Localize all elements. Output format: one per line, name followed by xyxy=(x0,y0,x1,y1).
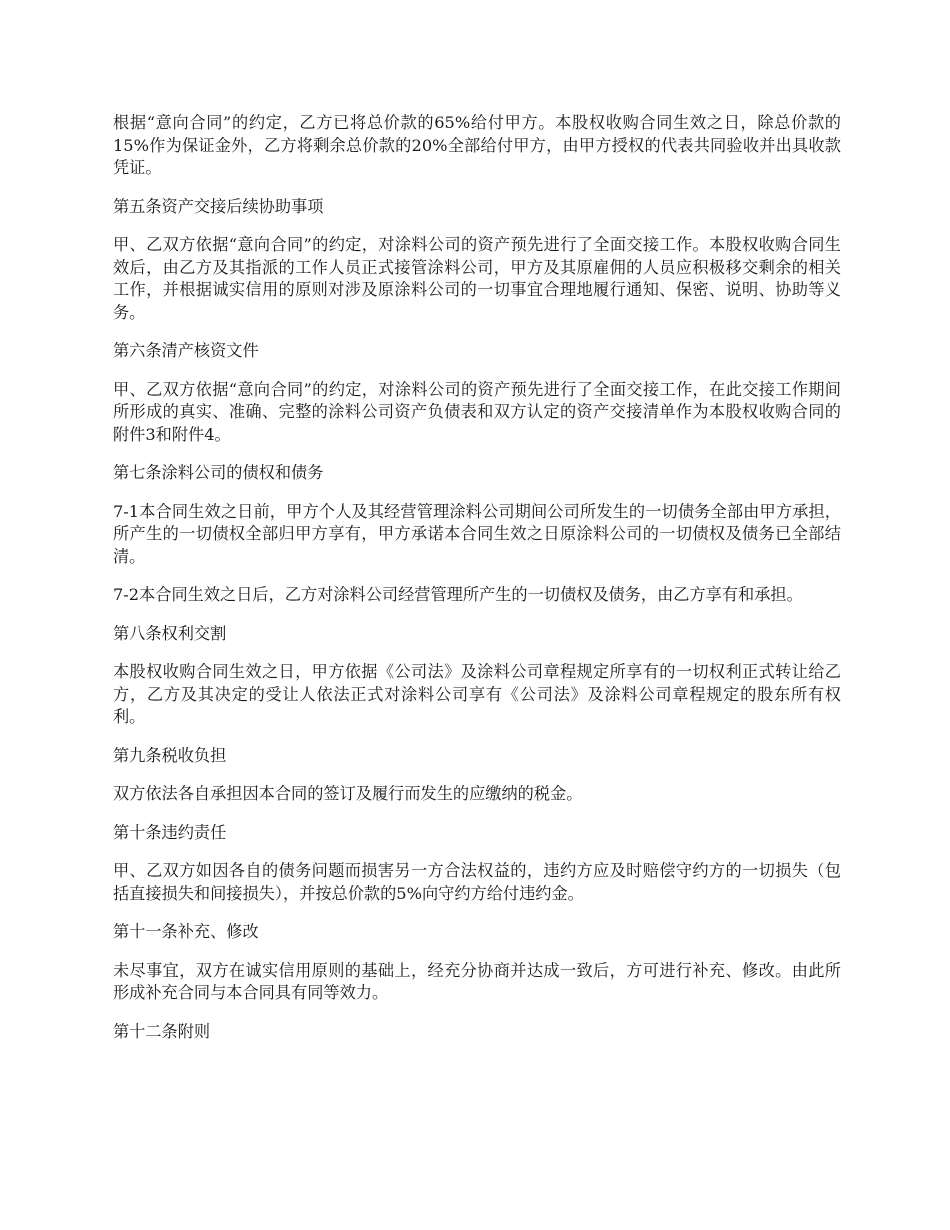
heading-article-5: 第五条资产交接后续协助事项 xyxy=(113,196,324,216)
document-page xyxy=(113,112,841,1059)
paragraph-article-5: 甲、乙双方依据“意向合同”的约定，对涂料公司的资产预先进行了全面交接工作。本股权收购合同生效后，由乙方及其指派的工作人员正式接管涂料公司，甲方及其原雇佣的人员应积极移交剩余的相关工作，并根据诚实信用的原则对涉及原涂料公司的一切事宜合理地履行通知、保密、说明、协助等义务。 xyxy=(113,235,841,322)
paragraph-payment: 根据“意向合同”的约定，乙方已将总价款的65%给付甲方。本股权收购合同生效之日，除总价款的15%作为保证金外，乙方将剩余总价款的20%全部给付甲方，由甲方授权的代表共同验收并出具收款凭证。 xyxy=(113,113,841,177)
paragraph-article-11: 未尽事宜，双方在诚实信用原则的基础上，经充分协商并达成一致后，方可进行补充、修改。由此所形成补充合同与本合同具有同等效力。 xyxy=(113,960,841,1002)
paragraph-article-10: 甲、乙双方如因各自的债务问题而损害另一方合法权益的，违约方应及时赔偿守约方的一切损失（包括直接损失和间接损失），并按总价款的5%向守约方给付违约金。 xyxy=(113,861,841,903)
paragraph-article-9: 双方依法各自承担因本合同的签订及履行而发生的应缴纳的税金。 xyxy=(113,784,583,803)
paragraph-article-6: 甲、乙双方依据“意向合同”的约定，对涂料公司的资产预先进行了全面交接工作，在此交接工作期间所形成的真实、准确、完整的涂料公司资产负债表和双方认定的资产交接清单作为本股权收购合同的附件3和附件4。 xyxy=(113,379,841,444)
heading-article-10: 第十条违约责任 xyxy=(113,822,227,842)
paragraph-article-7-1: 7-1本合同生效之日前，甲方个人及其经营管理涂料公司期间公司所发生的一切债务全部由甲方承担，所产生的一切债权全部归甲方享有，甲方承诺本合同生效之日原涂料公司的一切债权及债务已全部结清。 xyxy=(113,501,841,566)
heading-article-11: 第十一条补充、修改 xyxy=(113,922,259,941)
heading-article-7: 第七条涂料公司的债权和债务 xyxy=(113,463,324,482)
heading-article-12: 第十二条附则 xyxy=(113,1021,211,1041)
paragraph-article-8: 本股权收购合同生效之日，甲方依据《公司法》及涂料公司章程规定所享有的一切权利正式转让给乙方，乙方及其决定的受让人依法正式对涂料公司享有《公司法》及涂料公司章程规定的股东所有权利。 xyxy=(113,662,841,726)
heading-article-6: 第六条清产核资文件 xyxy=(113,341,259,360)
paragraph-article-7-2: 7-2本合同生效之日后，乙方对涂料公司经营管理所产生的一切债权及债务，由乙方享有和承担。 xyxy=(113,585,803,604)
heading-article-9: 第九条税收负担 xyxy=(113,745,227,765)
heading-article-8: 第八条权利交割 xyxy=(113,623,227,643)
